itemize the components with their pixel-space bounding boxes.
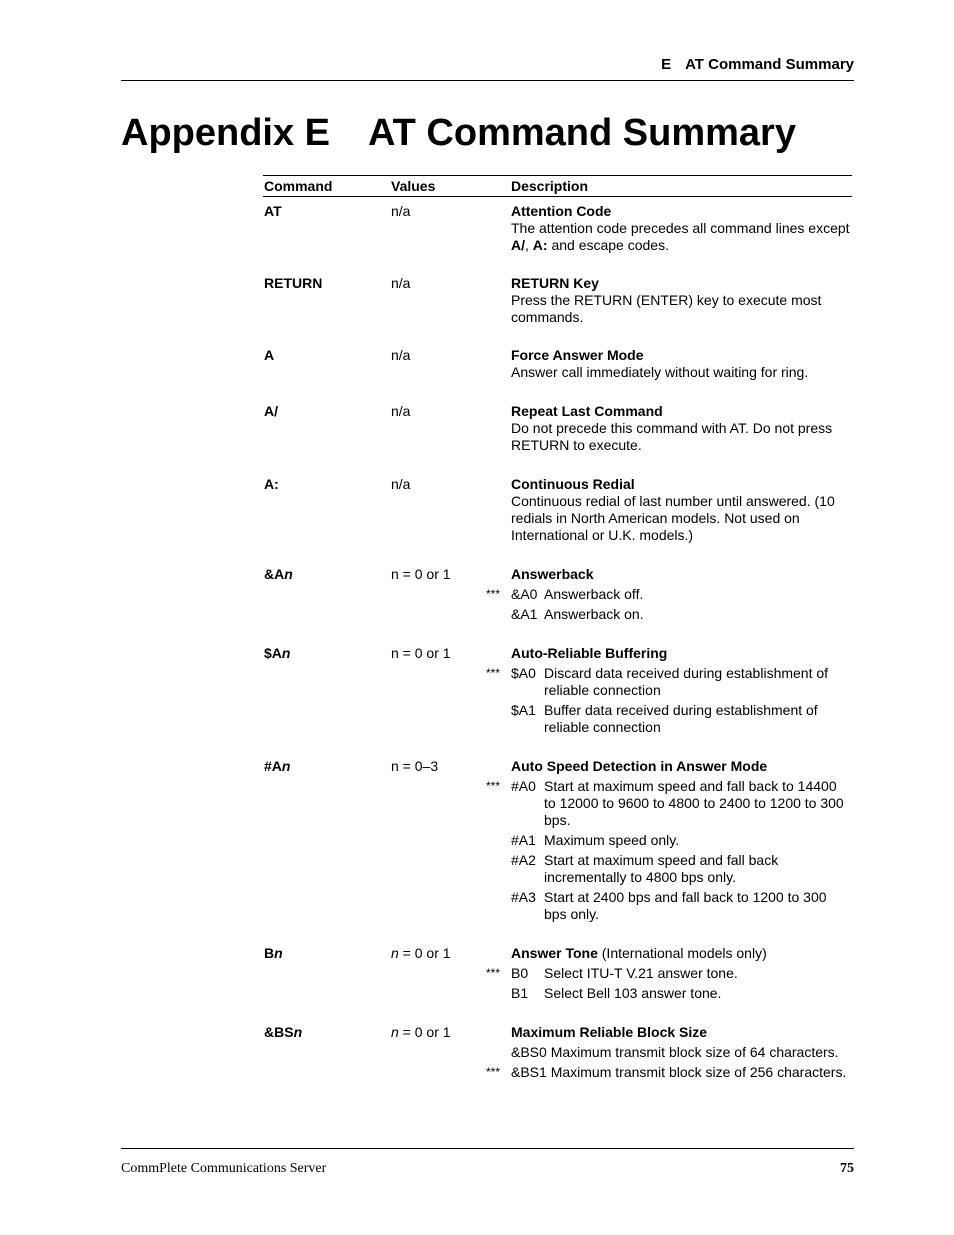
default-marker: *** — [486, 779, 501, 793]
command-name: A: — [264, 476, 279, 492]
command-name: #A — [264, 758, 282, 774]
description-title-text: Auto Speed Detection in Answer Mode — [511, 758, 768, 774]
values-cell — [391, 347, 410, 364]
values-text: n/a — [391, 275, 411, 291]
description-text-part: The attention code precedes all command lines except — [511, 220, 850, 236]
page-number: 75 — [840, 1161, 854, 1176]
description-title — [511, 566, 852, 583]
default-marker: *** — [486, 666, 501, 680]
command-cell — [264, 758, 290, 775]
option-description: Start at maximum speed and fall back to 14400 to 12000 to 9600 to 4800 to 2400 to 1200 to 300 bps. — [544, 778, 844, 828]
values-cell — [391, 566, 451, 583]
page-title-prefix: Appendix E — [121, 112, 331, 154]
command-param: n — [274, 945, 283, 961]
table-row — [263, 945, 852, 1002]
values-text: n/a — [391, 347, 411, 363]
option-description: Answerback on. — [544, 606, 644, 622]
command-cell — [264, 403, 278, 420]
values-cell — [391, 758, 438, 775]
command-name: $A — [264, 645, 282, 661]
values-cell — [391, 203, 410, 220]
option-code: B1 — [511, 985, 529, 1001]
command-name: B — [264, 945, 275, 961]
table-header — [263, 175, 852, 197]
command-name: RETURN — [264, 275, 323, 291]
description-cell — [511, 403, 852, 454]
page-footer — [121, 1148, 854, 1177]
description-title — [511, 403, 852, 420]
values-cell — [391, 1024, 451, 1041]
values-cell — [391, 645, 451, 662]
description-cell — [511, 347, 852, 381]
command-cell — [264, 476, 279, 493]
option-text — [511, 1044, 852, 1061]
footer-product-name: CommPlete Communications Server — [121, 1161, 327, 1176]
option-description: Start at 2400 bps and fall back to 1200 to 300 bps only. — [544, 889, 827, 922]
page-title-main: AT Command Summary — [368, 112, 796, 154]
option-item — [511, 606, 852, 623]
option-description: Answerback off. — [544, 586, 644, 602]
table-row — [263, 347, 852, 381]
table-row — [263, 403, 852, 454]
command-name: AT — [264, 203, 282, 219]
description-cell — [486, 758, 852, 923]
table-row — [263, 275, 852, 326]
command-param: n — [281, 645, 291, 661]
description-cell — [511, 476, 852, 544]
description-title — [511, 1024, 852, 1041]
option-description: Maximum speed only. — [544, 832, 680, 848]
command-param: n — [281, 758, 291, 774]
option-description: Select Bell 103 answer tone. — [544, 985, 722, 1001]
default-marker: *** — [486, 1065, 501, 1079]
option-code: &A0 — [511, 586, 538, 602]
option-item — [486, 586, 852, 603]
table-row — [263, 476, 852, 544]
option-item — [486, 965, 852, 982]
table-row — [263, 566, 852, 623]
column-header-values: Values — [391, 178, 436, 194]
description-cell — [486, 566, 852, 623]
description-text — [511, 220, 852, 254]
description-title-text: Attention Code — [511, 203, 612, 219]
description-cell — [511, 275, 852, 326]
option-item — [511, 832, 852, 849]
values-text: = 0 or 1 — [398, 1024, 451, 1040]
command-param: n — [293, 1024, 303, 1040]
option-description: Select ITU-T V.21 answer tone. — [544, 965, 738, 981]
values-cell — [391, 275, 410, 292]
description-cell — [486, 645, 852, 736]
table-body — [263, 203, 852, 1081]
description-title-text: Answerback — [511, 566, 594, 582]
values-text: n/a — [391, 203, 411, 219]
description-cell — [486, 945, 852, 1002]
option-code: &A1 — [511, 606, 538, 622]
option-item — [486, 665, 852, 699]
command-cell — [264, 566, 293, 583]
values-text: = 0 or 1 — [398, 945, 451, 961]
description-title — [511, 347, 852, 364]
values-param: n — [391, 1024, 399, 1040]
option-code: $A1 — [511, 702, 536, 718]
description-title-text: Answer Tone — [511, 945, 598, 961]
command-cell — [264, 347, 274, 364]
option-item — [511, 702, 852, 736]
description-title-text: Force Answer Mode — [511, 347, 644, 363]
command-name: A — [264, 347, 275, 363]
description-text: Press the RETURN (ENTER) key to execute most commands. — [511, 292, 822, 325]
description-title — [511, 758, 852, 775]
values-cell — [391, 403, 410, 420]
description-text-part: A/ — [511, 237, 525, 253]
description-title — [511, 945, 852, 962]
option-code: #A3 — [511, 889, 536, 905]
values-text: n = 0 or 1 — [391, 645, 451, 661]
default-marker: *** — [486, 966, 501, 980]
description-text-part: A: — [532, 237, 548, 253]
description-title-text: RETURN Key — [511, 275, 599, 291]
option-item — [486, 1064, 852, 1081]
values-text: n/a — [391, 403, 411, 419]
option-code: &BS0 — [511, 1044, 547, 1060]
option-item — [511, 852, 852, 886]
option-description: Maximum transmit block size of 256 characters. — [550, 1064, 847, 1080]
option-description: Buffer data received during establishment of reliable connection — [544, 702, 818, 735]
header-title: AT Command Summary — [685, 56, 854, 73]
command-cell — [264, 275, 322, 292]
option-text — [511, 1064, 852, 1081]
command-cell — [264, 203, 282, 220]
values-cell — [391, 945, 451, 962]
page-title — [121, 112, 796, 155]
command-param: n — [284, 566, 293, 582]
description-text-part: and escape codes. — [547, 237, 669, 253]
description-title-text: Auto-Reliable Buffering — [511, 645, 668, 661]
description-title-text: Repeat Last Command — [511, 403, 663, 419]
command-cell — [264, 1024, 302, 1041]
option-code: &BS1 — [511, 1064, 547, 1080]
header-appendix-letter: E — [661, 56, 672, 73]
values-cell — [391, 476, 410, 493]
option-code: #A2 — [511, 852, 536, 868]
option-description: Discard data received during establishment of reliable connection — [544, 665, 829, 698]
option-item — [511, 985, 852, 1002]
option-code: B0 — [511, 965, 529, 981]
description-text: Do not precede this command with AT. Do not press RETURN to execute. — [511, 420, 833, 453]
option-code: #A1 — [511, 832, 536, 848]
table-row — [263, 758, 852, 923]
description-title — [511, 645, 852, 662]
table-row — [263, 645, 852, 736]
column-header-description: Description — [511, 178, 589, 194]
description-title-text: Continuous Redial — [511, 476, 635, 492]
description-text-part: , — [525, 237, 533, 253]
option-item — [511, 1044, 852, 1061]
description-text: Answer call immediately without waiting for ring. — [511, 364, 809, 380]
description-cell — [511, 203, 852, 254]
option-item — [511, 889, 852, 923]
description-cell — [486, 1024, 852, 1081]
table-row — [263, 1024, 852, 1081]
option-code: #A0 — [511, 778, 536, 794]
description-text: Continuous redial of last number until answered. (10 redials in North American models. Not used on International or U.K. models.) — [511, 493, 835, 543]
command-cell — [264, 645, 290, 662]
option-code: $A0 — [511, 665, 536, 681]
description-title — [511, 203, 852, 220]
values-text: n = 0 or 1 — [391, 566, 451, 582]
values-text: n/a — [391, 476, 411, 492]
command-name: A/ — [264, 403, 278, 419]
description-title-note: (International models only) — [597, 945, 767, 961]
description-title-text: Maximum Reliable Block Size — [511, 1024, 708, 1040]
description-title — [511, 476, 852, 493]
values-text: n = 0–3 — [391, 758, 439, 774]
values-param: n — [391, 945, 399, 961]
command-cell — [264, 945, 283, 962]
option-description: Maximum transmit block size of 64 characters. — [550, 1044, 839, 1060]
option-item — [486, 778, 852, 829]
column-header-command: Command — [264, 178, 333, 194]
command-name: &A — [264, 566, 285, 582]
table-row — [263, 203, 852, 254]
default-marker: *** — [486, 587, 501, 601]
option-description: Start at maximum speed and fall back incrementally to 4800 bps only. — [544, 852, 779, 885]
command-name: &BS — [264, 1024, 294, 1040]
running-header — [121, 56, 854, 81]
command-table — [263, 175, 852, 1081]
description-title — [511, 275, 852, 292]
